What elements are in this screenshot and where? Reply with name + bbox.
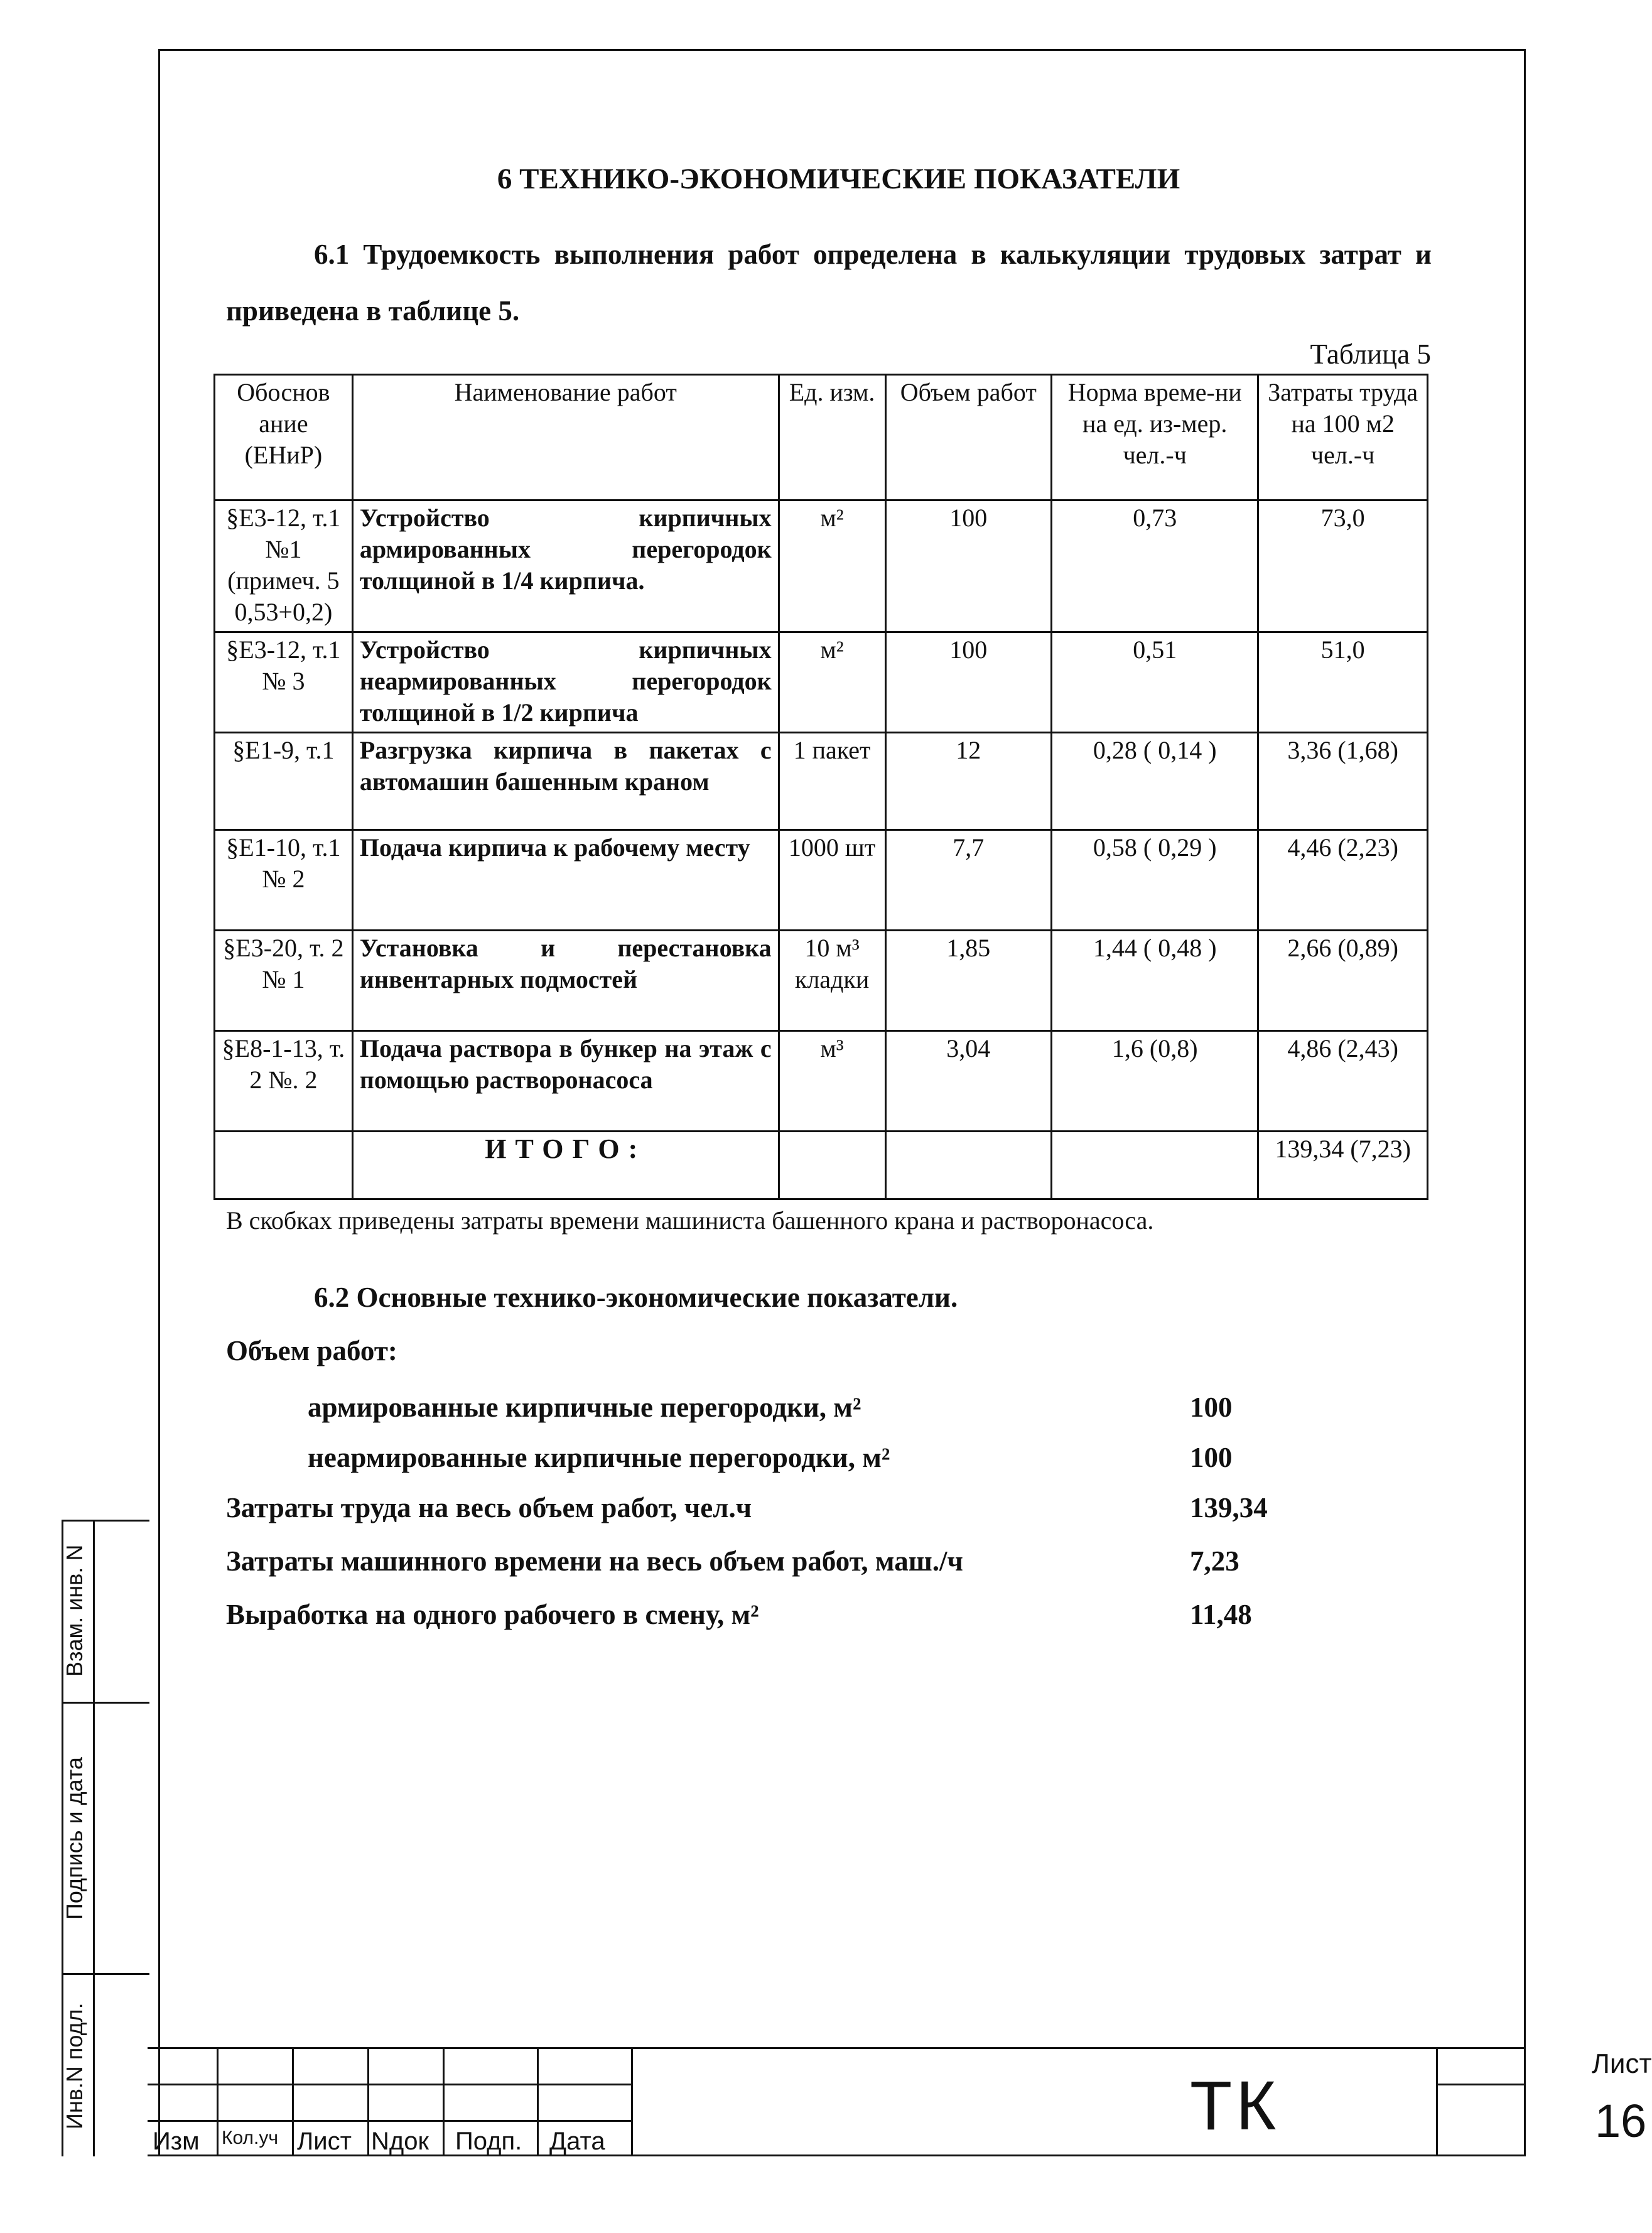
cell-norm: 0,73 (1052, 500, 1258, 632)
cell-unit: м² (779, 632, 885, 733)
table-row (215, 1031, 1428, 1132)
col-list: Лист (297, 2128, 352, 2155)
cell-norm: 1,6 (0,8) (1052, 1031, 1258, 1132)
side-strip (62, 1520, 149, 2156)
title-block (148, 2047, 1652, 2156)
header-norm: Норма време-ни на ед. из-мер. чел.-ч (1052, 375, 1258, 500)
table-row (215, 931, 1428, 1031)
table-total-row (215, 1132, 1428, 1199)
cell-volume: 100 (885, 632, 1052, 733)
cell-name: Устройство кирпичных армированных перегородок толщиной в 1/4 кирпича. (352, 500, 779, 632)
inv-original-label: Инв.N подл. (62, 2003, 87, 2129)
document-code: ТК (1190, 2067, 1280, 2144)
header-unit: Ед. изм. (779, 375, 885, 500)
paragraph-6-1: 6.1 Трудоемкость выполнения работ определена в калькуляции трудовых затрат и приведена в таблице 5. (226, 239, 1432, 327)
total-value: 139,34 (7,23) (1258, 1132, 1428, 1199)
cell-labor: 4,86 (2,43) (1258, 1031, 1428, 1132)
reinforced-label: армированные кирпичные перегородки, м² (308, 1392, 861, 1423)
output-label: Выработка на одного рабочего в смену, м² (226, 1599, 759, 1630)
cell-labor: 2,66 (0,89) (1258, 931, 1428, 1031)
machine-time-label: Затраты машинного времени на весь объем работ, маш./ч (226, 1545, 963, 1577)
table-row (215, 733, 1428, 830)
cell-unit: 1 пакет (779, 733, 885, 830)
cell-name: Устройство кирпичных неармированных перегородок толщиной в 1/2 кирпича (352, 632, 779, 733)
cell-volume: 7,7 (885, 830, 1052, 931)
cell-unit: 1000 шт (779, 830, 885, 931)
cell-unit: м² (779, 500, 885, 632)
col-data: Дата (549, 2128, 605, 2155)
cell-basis: §Е1-9, т.1 (215, 733, 353, 830)
cell-unit: 10 м³ кладки (779, 931, 885, 1031)
paragraph-6-2: 6.2 Основные технико-экономические показатели. (314, 1282, 958, 1313)
signature-date-label: Подпись и дата (62, 1757, 87, 1920)
col-podp: Подп. (455, 2128, 522, 2155)
cell-basis: §Е3-12, т.1 №1 (примеч. 5 0,53+0,2) (215, 500, 353, 632)
interchange-inv-label: Взам. инв. N (62, 1544, 87, 1677)
cell-norm: 0,51 (1052, 632, 1258, 733)
cell-norm: 1,44 ( 0,48 ) (1052, 931, 1258, 1031)
header-volume: Объем работ (885, 375, 1052, 500)
cell-name: Установка и перестановка инвентарных подмостей (352, 931, 779, 1031)
col-ndok: Nдок (371, 2128, 429, 2155)
sheet-label: Лист (1592, 2048, 1652, 2079)
total-label: ИТОГО: (352, 1132, 779, 1199)
cell-labor: 4,46 (2,23) (1258, 830, 1428, 931)
cell-norm: 0,28 ( 0,14 ) (1052, 733, 1258, 830)
sheet-number: 16 (1595, 2095, 1647, 2147)
labor-total-value: 139,34 (1190, 1492, 1268, 1523)
cell-labor: 51,0 (1258, 632, 1428, 733)
table-header-row (215, 375, 1428, 500)
col-izm: Изм (153, 2128, 200, 2155)
table-caption: Таблица 5 (1310, 338, 1431, 370)
cell-name: Подача раствора в бункер на этаж с помощью растворонасоса (352, 1031, 779, 1132)
cell-volume: 3,04 (885, 1031, 1052, 1132)
labor-table (213, 374, 1428, 1200)
cell-basis: §Е3-20, т. 2 № 1 (215, 931, 353, 1031)
section-title: 6 ТЕХНИКО-ЭКОНОМИЧЕСКИЕ ПОКАЗАТЕЛИ (497, 163, 1180, 195)
labor-total-label: Затраты труда на весь объем работ, чел.ч (226, 1492, 752, 1523)
reinforced-value: 100 (1190, 1392, 1233, 1423)
header-name: Наименование работ (352, 375, 779, 500)
unreinforced-value: 100 (1190, 1442, 1233, 1473)
cell-labor: 73,0 (1258, 500, 1428, 632)
header-labor: Затраты труда на 100 м2 чел.-ч (1258, 375, 1428, 500)
machine-time-value: 7,23 (1190, 1545, 1239, 1577)
table-row (215, 830, 1428, 931)
cell-basis: §Е8-1-13, т. 2 №. 2 (215, 1031, 353, 1132)
cell-volume: 100 (885, 500, 1052, 632)
output-value: 11,48 (1190, 1599, 1252, 1630)
unreinforced-label: неармированные кирпичные перегородки, м² (308, 1442, 890, 1473)
cell-unit: м³ (779, 1031, 885, 1132)
cell-name: Подача кирпича к рабочему месту (352, 830, 779, 931)
table-row (215, 632, 1428, 733)
cell-labor: 3,36 (1,68) (1258, 733, 1428, 830)
cell-basis: §Е3-12, т.1 № 3 (215, 632, 353, 733)
volume-heading: Объем работ: (226, 1335, 397, 1366)
cell-basis: §Е1-10, т.1 № 2 (215, 830, 353, 931)
table-note: В скобках приведены затраты времени машиниста башенного крана и растворонасоса. (226, 1206, 1154, 1235)
table-row (215, 500, 1428, 632)
cell-volume: 1,85 (885, 931, 1052, 1031)
cell-volume: 12 (885, 733, 1052, 830)
cell-norm: 0,58 ( 0,29 ) (1052, 830, 1258, 931)
cell-name: Разгрузка кирпича в пакетах с автомашин башенным краном (352, 733, 779, 830)
header-basis: Обоснов ание (ЕНиР) (215, 375, 353, 500)
col-kol-uch: Кол.уч (222, 2128, 278, 2148)
